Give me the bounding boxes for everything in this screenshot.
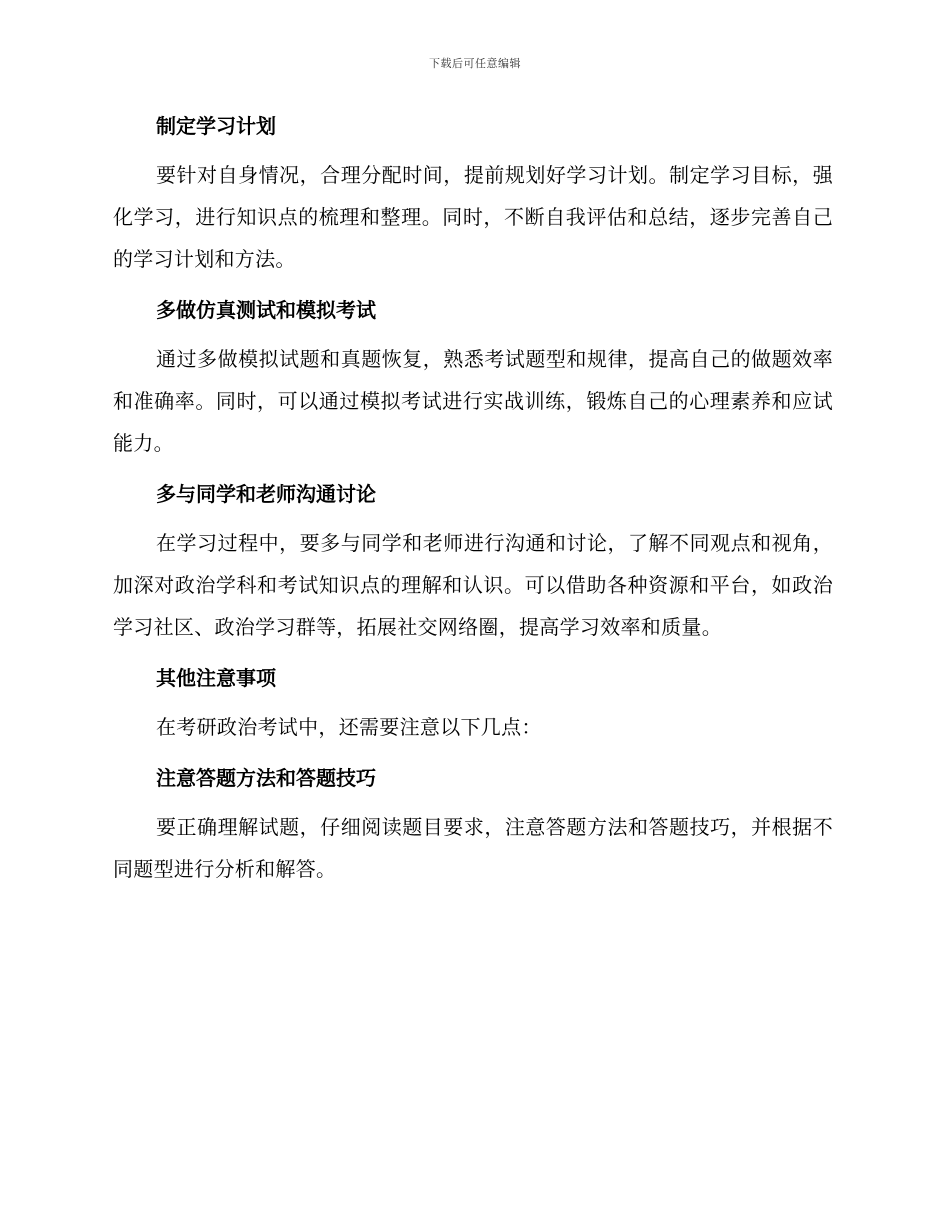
section-heading: 多与同学和老师沟通讨论 bbox=[156, 482, 376, 506]
section-paragraph: 要正确理解试题，仔细阅读题目要求，注意答题方法和答题技巧，并根据不同题型进行分析和解答。 bbox=[113, 815, 833, 881]
section-paragraph: 在学习过程中，要多与同学和老师进行沟通和讨论，了解不同观点和视角，加深对政治学科和考试知识点的理解和认识。可以借助各种资源和平台，如政治学习社区、政治学习群等，拓展社交网络圈，提高学习效率和质量。 bbox=[113, 531, 833, 639]
section-heading: 制定学习计划 bbox=[156, 114, 276, 138]
section-paragraph: 要针对自身情况，合理分配时间，提前规划好学习计划。制定学习目标，强化学习，进行知识点的梳理和整理。同时，不断自我评估和总结，逐步完善自己的学习计划和方法。 bbox=[113, 163, 833, 271]
section-heading: 多做仿真测试和模拟考试 bbox=[156, 298, 376, 322]
section-heading: 注意答题方法和答题技巧 bbox=[156, 766, 376, 790]
header-note: 下载后可任意编辑 bbox=[429, 57, 521, 70]
document-body bbox=[113, 110, 833, 904]
section-paragraph: 在考研政治考试中，还需要注意以下几点： bbox=[156, 715, 542, 739]
section-heading: 其他注意事项 bbox=[156, 666, 276, 690]
section-paragraph: 通过多做模拟试题和真题恢复，熟悉考试题型和规律，提高自己的做题效率和准确率。同时，可以通过模拟考试进行实战训练，锻炼自己的心理素养和应试能力。 bbox=[113, 347, 833, 455]
